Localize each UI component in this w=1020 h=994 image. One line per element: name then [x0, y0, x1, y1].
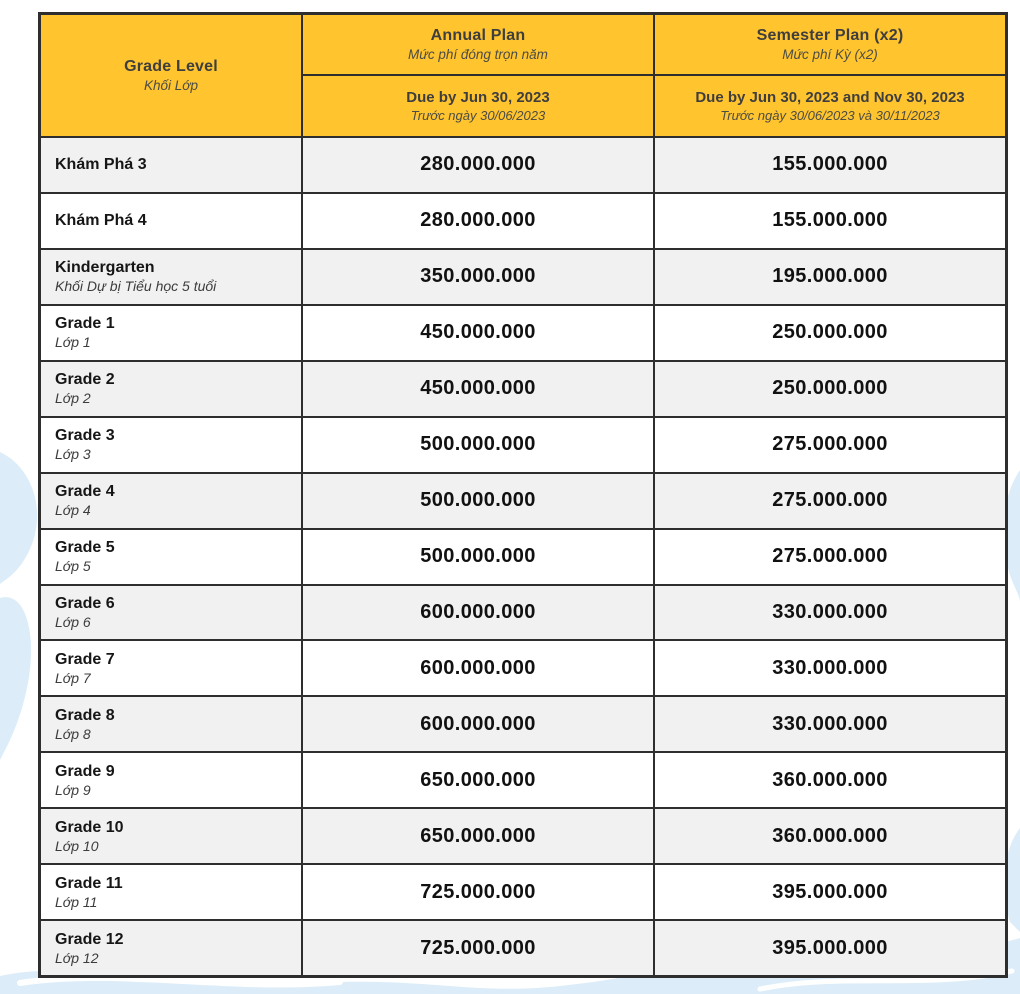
- grade-name-vi: Lớp 1: [55, 334, 91, 351]
- grade-cell: [41, 138, 303, 192]
- table-row: [41, 528, 1005, 584]
- grade-cell: [41, 586, 303, 640]
- semester-fee-cell: 360.000.000: [653, 753, 1005, 807]
- annual-fee-cell: 650.000.000: [420, 768, 536, 791]
- annual-fee-cell: 500.000.000: [420, 489, 536, 512]
- semester-plan-title: Semester Plan (x2): [756, 26, 904, 44]
- table-row: [41, 863, 1005, 919]
- grade-name-en: Grade 4: [55, 483, 115, 501]
- table-row: [41, 192, 1005, 248]
- grade-cell: [41, 474, 303, 528]
- table-row: [41, 751, 1005, 807]
- annual-fee-cell: 450.000.000: [420, 377, 536, 400]
- semester-fee-cell: 330.000.000: [653, 586, 1005, 640]
- annual-fee-cell: 600.000.000: [420, 600, 536, 623]
- grade-cell: [41, 809, 303, 863]
- annual-plan-subtitle-vi: Mức phí đóng trọn năm: [408, 46, 548, 62]
- annual-fee-cell: 650.000.000: [420, 824, 536, 847]
- table-row: [41, 248, 1005, 304]
- grade-name-en: Khám Phá 4: [55, 211, 147, 229]
- grade-cell: [41, 697, 303, 751]
- tuition-table: [38, 12, 1008, 978]
- annual-fee-cell: 725.000.000: [420, 880, 536, 903]
- semester-fee-cell: 155.000.000: [653, 138, 1005, 192]
- grade-cell: [41, 865, 303, 919]
- semester-fee-cell: 250.000.000: [653, 362, 1005, 416]
- grade-name-vi: Khối Dự bị Tiểu học 5 tuổi: [55, 278, 217, 295]
- annual-plan-title: Annual Plan: [430, 26, 526, 44]
- annual-fee-cell: 600.000.000: [420, 712, 536, 735]
- semester-fee-cell: 275.000.000: [653, 474, 1005, 528]
- grade-name-en: Grade 8: [55, 706, 115, 724]
- grade-cell: [41, 753, 303, 807]
- table-row: [41, 304, 1005, 360]
- semester-fee-cell: 155.000.000: [653, 194, 1005, 248]
- grade-name-vi: Lớp 5: [55, 558, 91, 575]
- grade-name-en: Grade 12: [55, 930, 124, 948]
- header-annual-plan: [303, 15, 653, 76]
- annual-fee-cell: 280.000.000: [420, 153, 536, 176]
- semester-fee-cell: 395.000.000: [653, 865, 1005, 919]
- grade-level-title: Grade Level: [124, 58, 218, 75]
- annual-fee-cell: 280.000.000: [420, 209, 536, 232]
- grade-name-vi: Lớp 7: [55, 669, 91, 686]
- semester-due-date: Due by Jun 30, 2023 and Nov 30, 2023: [695, 88, 965, 106]
- table-header: [41, 15, 1005, 138]
- grade-name-vi: Lớp 9: [55, 781, 91, 798]
- semester-fee-cell: 330.000.000: [653, 641, 1005, 695]
- semester-fee-cell: 330.000.000: [653, 697, 1005, 751]
- grade-name-en: Grade 5: [55, 539, 115, 557]
- grade-name-en: Grade 1: [55, 315, 115, 333]
- table-row: [41, 138, 1005, 192]
- grade-name-vi: Lớp 8: [55, 725, 91, 742]
- grade-name-en: Kindergarten: [55, 259, 155, 277]
- grade-name-en: Grade 2: [55, 371, 115, 389]
- grade-name-vi: Lớp 11: [55, 893, 98, 910]
- annual-fee-cell: 500.000.000: [420, 545, 536, 568]
- table-body: [41, 138, 1005, 975]
- grade-name-vi: Lớp 3: [55, 446, 91, 463]
- grade-name-en: Grade 6: [55, 594, 115, 612]
- semester-fee-cell: 275.000.000: [653, 530, 1005, 584]
- annual-due-date-vi: Trước ngày 30/06/2023: [410, 107, 546, 123]
- annual-fee-cell: 725.000.000: [420, 936, 536, 959]
- table-row: [41, 584, 1005, 640]
- grade-level-subtitle-vi: Khối Lớp: [144, 78, 198, 93]
- grade-name-en: Grade 10: [55, 818, 124, 836]
- table-row: [41, 360, 1005, 416]
- annual-fee-cell: 350.000.000: [420, 265, 536, 288]
- grade-cell: [41, 362, 303, 416]
- table-row: [41, 919, 1005, 975]
- header-annual-due: [303, 76, 653, 137]
- annual-fee-cell: 450.000.000: [420, 321, 536, 344]
- semester-fee-cell: 195.000.000: [653, 250, 1005, 304]
- table-row: [41, 639, 1005, 695]
- annual-fee-cell: 600.000.000: [420, 656, 536, 679]
- grade-name-vi: Lớp 4: [55, 502, 91, 519]
- semester-fee-cell: 395.000.000: [653, 921, 1005, 975]
- grade-name-vi: Lớp 12: [55, 949, 99, 966]
- grade-name-en: Grade 7: [55, 650, 115, 668]
- grade-cell: [41, 921, 303, 975]
- grade-name-en: Grade 9: [55, 762, 115, 780]
- grade-cell: [41, 194, 303, 248]
- table-row: [41, 807, 1005, 863]
- grade-name-vi: Lớp 2: [55, 390, 91, 407]
- grade-name-en: Grade 3: [55, 427, 115, 445]
- semester-fee-cell: 360.000.000: [653, 809, 1005, 863]
- semester-fee-cell: 275.000.000: [653, 418, 1005, 472]
- grade-cell: [41, 250, 303, 304]
- grade-name-en: Khám Phá 3: [55, 155, 147, 173]
- grade-cell: [41, 530, 303, 584]
- annual-due-date: Due by Jun 30, 2023: [406, 88, 550, 106]
- semester-due-date-vi: Trước ngày 30/06/2023 và 30/11/2023: [720, 107, 940, 123]
- grade-cell: [41, 641, 303, 695]
- header-semester-due: [653, 76, 1005, 137]
- grade-cell: [41, 418, 303, 472]
- grade-name-vi: Lớp 6: [55, 613, 91, 630]
- grade-name-en: Grade 11: [55, 874, 123, 892]
- table-row: [41, 416, 1005, 472]
- grade-cell: [41, 306, 303, 360]
- semester-fee-cell: 250.000.000: [653, 306, 1005, 360]
- table-row: [41, 695, 1005, 751]
- annual-fee-cell: 500.000.000: [420, 433, 536, 456]
- table-row: [41, 472, 1005, 528]
- header-grade-level: [41, 15, 303, 136]
- grade-name-vi: Lớp 10: [55, 837, 99, 854]
- header-semester-plan: [653, 15, 1005, 76]
- semester-plan-subtitle-vi: Mức phí Kỳ (x2): [782, 46, 878, 62]
